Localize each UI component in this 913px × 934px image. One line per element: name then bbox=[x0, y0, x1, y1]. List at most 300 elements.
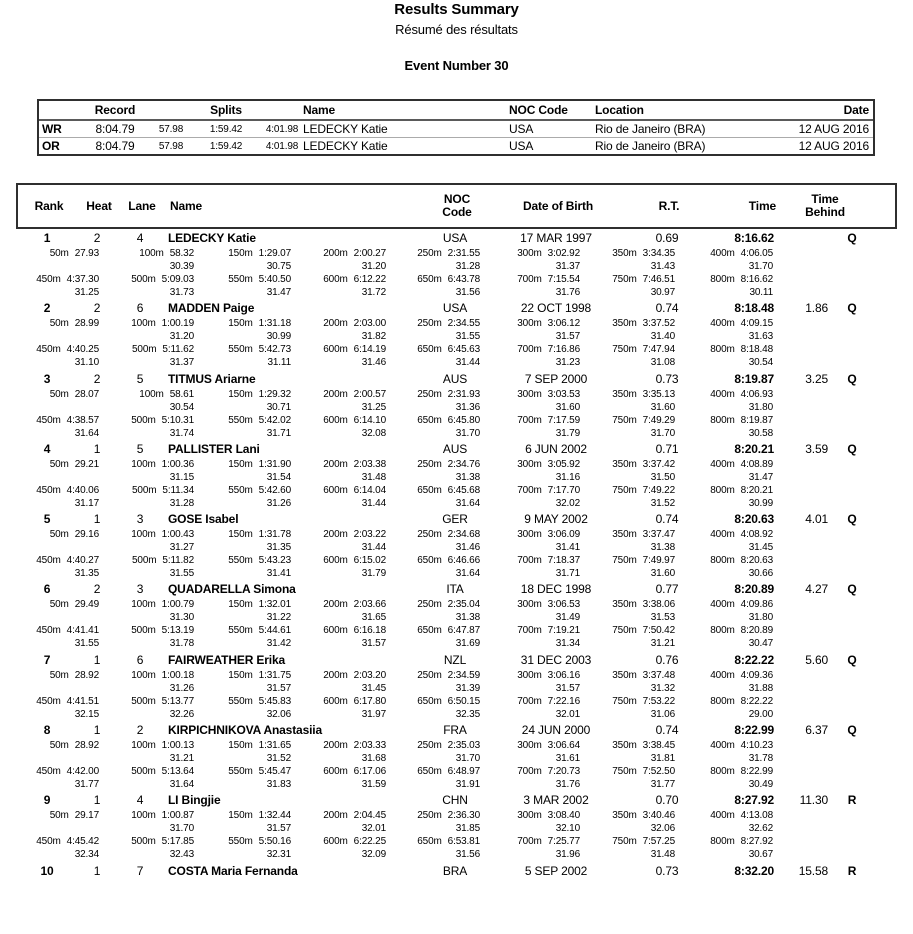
splits-line-1 bbox=[16, 739, 897, 752]
split-cell bbox=[675, 273, 773, 286]
records-header-name: Name bbox=[303, 103, 336, 117]
split-cell bbox=[580, 624, 675, 637]
split-cumulative-time: 4:42.00 bbox=[66, 766, 99, 778]
split-delta-time: 31.44 bbox=[361, 497, 386, 509]
heat: 1 bbox=[93, 863, 101, 878]
split-distance-label: 250m bbox=[417, 740, 442, 752]
split-distance-label: 400m bbox=[710, 599, 735, 611]
split-delta-time: 31.10 bbox=[74, 357, 99, 369]
record-split-100m: 57.98 bbox=[158, 123, 184, 135]
split-cell bbox=[580, 765, 675, 778]
split-cumulative-time: 6:12.22 bbox=[353, 274, 386, 285]
split-delta-time: 30.54 bbox=[748, 357, 773, 369]
split-distance-label: 400m bbox=[710, 529, 735, 541]
split-delta-time: 31.48 bbox=[361, 471, 386, 483]
record-time: 8:04.79 bbox=[95, 122, 135, 136]
qualification-mark: R bbox=[847, 793, 857, 808]
split-distance-label: 750m bbox=[612, 625, 637, 637]
split-cell bbox=[675, 624, 773, 637]
reaction-time: 0.77 bbox=[655, 582, 679, 597]
split-distance-label: 300m bbox=[517, 810, 542, 822]
splits-line-2 bbox=[16, 414, 897, 427]
split-distance-label: 700m bbox=[517, 695, 542, 707]
split-cell bbox=[99, 695, 194, 708]
split-delta-time: 31.54 bbox=[266, 471, 291, 483]
split-cumulative-time: 5:10.31 bbox=[161, 414, 194, 426]
split-delta-time: 31.44 bbox=[455, 357, 480, 369]
delta-line-1 bbox=[16, 401, 897, 414]
split-delta-time: 31.40 bbox=[650, 331, 675, 343]
split-cumulative-time: 7:49.22 bbox=[642, 484, 675, 496]
split-cell bbox=[675, 598, 773, 611]
splits-line-1 bbox=[16, 458, 897, 471]
split-cumulative-time: 3:06.16 bbox=[547, 669, 580, 681]
split-cell bbox=[99, 554, 194, 567]
swimmer-name: MADDEN Paige bbox=[168, 301, 255, 316]
split-delta-time bbox=[16, 330, 99, 343]
split-cumulative-time: 28.99 bbox=[74, 318, 99, 330]
split-cumulative-time: 2:34.68 bbox=[447, 529, 480, 541]
rank: 3 bbox=[43, 371, 51, 386]
time-behind: 4.01 bbox=[805, 512, 828, 527]
split-cumulative-time: 7:19.21 bbox=[547, 625, 580, 637]
swimmer-name: COSTA Maria Fernanda bbox=[168, 863, 298, 878]
split-cumulative-time: 4:38.57 bbox=[66, 414, 99, 426]
split-cumulative-time: 1:32.01 bbox=[258, 599, 291, 611]
split-cell bbox=[194, 554, 291, 567]
result-row bbox=[16, 442, 897, 512]
split-cumulative-time: 3:40.46 bbox=[642, 810, 675, 822]
split-delta-time: 30.75 bbox=[266, 261, 291, 272]
split-distance-label: 100m bbox=[131, 740, 156, 752]
rank: 8 bbox=[43, 723, 51, 738]
split-cumulative-time: 8:20.21 bbox=[740, 484, 773, 496]
split-delta-time: 32.06 bbox=[650, 823, 675, 835]
time-behind: 11.30 bbox=[799, 793, 828, 808]
split-cumulative-time: 1:31.78 bbox=[258, 529, 291, 541]
rank: 10 bbox=[40, 863, 54, 878]
record-split-200m: 1:59.42 bbox=[209, 140, 243, 152]
split-distance-label: 350m bbox=[612, 740, 637, 752]
split-delta-time: 31.61 bbox=[555, 753, 580, 765]
split-cell bbox=[480, 317, 580, 330]
record-holder-name: LEDECKY Katie bbox=[303, 122, 388, 136]
swimmer-name: TITMUS Ariarne bbox=[168, 371, 256, 386]
split-delta-time: 31.21 bbox=[169, 753, 194, 765]
split-cell bbox=[291, 598, 386, 611]
split-distance-label: 150m bbox=[228, 388, 253, 400]
heat: 1 bbox=[93, 723, 101, 738]
split-distance-label: 700m bbox=[517, 274, 542, 285]
records-header-location: Location bbox=[595, 103, 644, 117]
split-delta-time: 32.31 bbox=[266, 849, 291, 861]
split-delta-time: 32.10 bbox=[555, 823, 580, 835]
split-cell bbox=[386, 554, 480, 567]
split-distance-label: 600m bbox=[323, 414, 348, 426]
noc-code: ITA bbox=[446, 582, 464, 597]
split-distance-label: 800m bbox=[710, 414, 735, 426]
time-behind: 3.25 bbox=[805, 371, 828, 386]
record-type-label: WR bbox=[42, 122, 62, 136]
split-delta-time: 31.42 bbox=[266, 638, 291, 650]
record-row bbox=[39, 138, 873, 154]
split-cumulative-time: 7:46.51 bbox=[642, 274, 675, 285]
rank: 5 bbox=[43, 512, 51, 527]
result-main-line bbox=[16, 301, 897, 317]
split-distance-label: 550m bbox=[228, 274, 253, 285]
split-cumulative-time: 1:00.19 bbox=[161, 318, 194, 330]
split-cell bbox=[386, 809, 480, 822]
split-delta-time: 31.35 bbox=[266, 542, 291, 554]
record-split-400m: 4:01.98 bbox=[265, 123, 299, 135]
split-cell bbox=[194, 598, 291, 611]
reaction-time: 0.74 bbox=[655, 512, 679, 527]
split-cumulative-time: 5:09.03 bbox=[161, 274, 194, 285]
split-distance-label: 700m bbox=[517, 414, 542, 426]
split-distance-label: 800m bbox=[710, 625, 735, 637]
qualification-mark: Q bbox=[847, 231, 857, 245]
split-cell bbox=[480, 554, 580, 567]
split-cumulative-time: 8:16.62 bbox=[740, 274, 773, 285]
split-cumulative-time: 4:13.08 bbox=[740, 810, 773, 822]
split-distance-label: 50m bbox=[49, 318, 69, 330]
date-of-birth: 9 MAY 2002 bbox=[524, 512, 588, 527]
delta-line-1 bbox=[16, 541, 897, 554]
result-main-line bbox=[16, 653, 897, 669]
split-cell bbox=[194, 458, 291, 471]
split-cell bbox=[386, 247, 480, 260]
split-cell bbox=[291, 484, 386, 497]
record-time: 8:04.79 bbox=[95, 139, 135, 153]
split-distance-label: 150m bbox=[228, 669, 253, 681]
split-delta-time: 30.71 bbox=[266, 401, 291, 413]
split-distance-label: 650m bbox=[417, 484, 442, 496]
split-cumulative-time: 4:08.89 bbox=[740, 458, 773, 470]
split-delta-time: 31.57 bbox=[361, 638, 386, 650]
split-cell bbox=[291, 669, 386, 682]
split-delta-time: 31.78 bbox=[748, 753, 773, 765]
final-time: 8:20.63 bbox=[734, 512, 774, 527]
split-cell bbox=[291, 414, 386, 427]
split-cell bbox=[580, 695, 675, 708]
split-cumulative-time: 2:03.38 bbox=[353, 458, 386, 470]
split-delta-time: 31.55 bbox=[74, 638, 99, 650]
delta-line-1 bbox=[16, 471, 897, 484]
split-distance-label: 600m bbox=[323, 625, 348, 637]
swimmer-name: PALLISTER Lani bbox=[168, 441, 260, 456]
split-cell bbox=[194, 484, 291, 497]
final-time: 8:18.48 bbox=[734, 301, 774, 316]
split-cell bbox=[580, 835, 675, 848]
split-cell bbox=[194, 669, 291, 682]
split-cell bbox=[16, 414, 99, 427]
lane: 6 bbox=[136, 652, 144, 667]
split-distance-label: 450m bbox=[36, 625, 61, 637]
split-delta-time: 31.70 bbox=[455, 427, 480, 439]
split-delta-time: 31.55 bbox=[169, 568, 194, 580]
header-time-behind: Time Behind bbox=[805, 192, 845, 219]
page-subtitle: Résumé des résultats bbox=[395, 22, 518, 37]
split-delta-time: 31.71 bbox=[555, 568, 580, 580]
split-cell bbox=[386, 414, 480, 427]
split-cell bbox=[480, 458, 580, 471]
split-delta-time: 31.63 bbox=[748, 331, 773, 343]
split-delta-time: 31.80 bbox=[748, 612, 773, 624]
splits-line-2 bbox=[16, 624, 897, 637]
reaction-time: 0.73 bbox=[655, 371, 679, 386]
split-cumulative-time: 7:53.22 bbox=[642, 695, 675, 707]
split-cell bbox=[99, 739, 194, 752]
split-cell bbox=[675, 669, 773, 682]
split-cumulative-time: 2:03.00 bbox=[353, 318, 386, 330]
split-distance-label: 750m bbox=[612, 695, 637, 707]
split-cell bbox=[386, 343, 480, 356]
split-distance-label: 100m bbox=[131, 599, 156, 611]
split-delta-time: 31.77 bbox=[74, 779, 99, 791]
split-distance-label: 750m bbox=[612, 555, 637, 567]
split-distance-label: 350m bbox=[612, 458, 637, 470]
split-delta-time: 29.00 bbox=[748, 708, 773, 720]
split-distance-label: 550m bbox=[228, 344, 253, 356]
split-delta-time: 31.64 bbox=[455, 568, 480, 580]
split-distance-label: 700m bbox=[517, 344, 542, 356]
split-cell bbox=[386, 695, 480, 708]
split-cumulative-time: 5:42.02 bbox=[258, 414, 291, 426]
rank: 6 bbox=[43, 582, 51, 597]
split-delta-time: 31.73 bbox=[169, 287, 194, 298]
split-delta-time: 31.52 bbox=[266, 753, 291, 765]
split-cell bbox=[480, 598, 580, 611]
split-cumulative-time: 8:27.92 bbox=[740, 836, 773, 848]
split-cumulative-time: 3:35.13 bbox=[642, 388, 675, 400]
time-behind: 6.37 bbox=[805, 723, 828, 738]
split-distance-label: 50m bbox=[49, 388, 69, 400]
split-cell bbox=[580, 317, 675, 330]
reaction-time: 0.76 bbox=[655, 652, 679, 667]
split-cell bbox=[580, 484, 675, 497]
split-cell bbox=[194, 414, 291, 427]
split-cell bbox=[675, 765, 773, 778]
qualification-mark: Q bbox=[847, 512, 857, 527]
split-cumulative-time: 3:05.92 bbox=[547, 458, 580, 470]
split-distance-label: 500m bbox=[132, 484, 157, 496]
split-distance-label: 400m bbox=[710, 740, 735, 752]
split-delta-time: 31.20 bbox=[361, 261, 386, 272]
split-cell bbox=[194, 247, 291, 260]
split-cumulative-time: 29.21 bbox=[74, 458, 99, 470]
split-distance-label: 650m bbox=[417, 625, 442, 637]
split-delta-time: 31.22 bbox=[266, 612, 291, 624]
split-cumulative-time: 3:02.92 bbox=[547, 248, 580, 259]
split-delta-time: 31.71 bbox=[266, 427, 291, 439]
split-distance-label: 700m bbox=[517, 836, 542, 848]
split-distance-label: 150m bbox=[228, 529, 253, 541]
split-delta-time: 31.48 bbox=[650, 849, 675, 861]
split-distance-label: 150m bbox=[228, 810, 253, 822]
split-distance-label: 600m bbox=[323, 274, 348, 285]
split-distance-label: 800m bbox=[710, 484, 735, 496]
records-header-record: Record bbox=[94, 103, 136, 117]
date-of-birth: 18 DEC 1998 bbox=[520, 582, 592, 597]
split-delta-time: 31.65 bbox=[361, 612, 386, 624]
split-cell bbox=[675, 484, 773, 497]
noc-code: AUS bbox=[442, 371, 468, 386]
noc-code: AUS bbox=[442, 441, 468, 456]
split-delta-time: 31.60 bbox=[650, 568, 675, 580]
split-cumulative-time: 1:31.90 bbox=[258, 458, 291, 470]
record-type-label: OR bbox=[42, 139, 60, 153]
split-cumulative-time: 2:00.57 bbox=[353, 388, 386, 400]
split-cell bbox=[580, 343, 675, 356]
split-cumulative-time: 6:45.63 bbox=[447, 344, 480, 356]
split-distance-label: 650m bbox=[417, 555, 442, 567]
record-split-100m: 57.98 bbox=[158, 140, 184, 152]
results-rows bbox=[16, 231, 897, 934]
split-cumulative-time: 5:45.83 bbox=[258, 695, 291, 707]
split-cell bbox=[99, 317, 194, 330]
split-distance-label: 800m bbox=[710, 555, 735, 567]
split-cumulative-time: 4:41.51 bbox=[66, 695, 99, 707]
split-cumulative-time: 4:40.06 bbox=[66, 484, 99, 496]
split-distance-label: 450m bbox=[36, 695, 61, 707]
split-cell bbox=[480, 765, 580, 778]
split-delta-time: 30.47 bbox=[748, 638, 773, 650]
split-distance-label: 50m bbox=[49, 458, 69, 470]
qualification-mark: Q bbox=[847, 652, 857, 667]
split-delta-time: 32.34 bbox=[74, 849, 99, 861]
result-row bbox=[16, 723, 897, 793]
record-row bbox=[39, 121, 873, 138]
split-delta-time: 31.20 bbox=[169, 331, 194, 343]
split-cell bbox=[386, 273, 480, 286]
split-delta-time: 31.38 bbox=[455, 471, 480, 483]
splits-line-1 bbox=[16, 528, 897, 541]
split-cell bbox=[16, 809, 99, 822]
split-delta-time: 31.36 bbox=[455, 401, 480, 413]
split-cumulative-time: 2:34.59 bbox=[447, 669, 480, 681]
split-distance-label: 250m bbox=[417, 599, 442, 611]
swimmer-name: GOSE Isabel bbox=[168, 512, 239, 527]
split-distance-label: 200m bbox=[323, 458, 348, 470]
record-location: Rio de Janeiro (BRA) bbox=[595, 122, 706, 136]
split-cell bbox=[580, 458, 675, 471]
split-delta-time: 31.76 bbox=[555, 779, 580, 791]
split-distance-label: 300m bbox=[517, 458, 542, 470]
header-date-of-birth: Date of Birth bbox=[522, 199, 594, 213]
split-delta-time: 32.06 bbox=[266, 708, 291, 720]
split-delta-time: 31.37 bbox=[555, 261, 580, 272]
qualification-mark: Q bbox=[847, 441, 857, 456]
split-delta-time: 31.81 bbox=[650, 753, 675, 765]
split-distance-label: 100m bbox=[139, 388, 164, 400]
split-distance-label: 300m bbox=[517, 669, 542, 681]
split-delta-time: 31.77 bbox=[650, 779, 675, 791]
split-cell bbox=[99, 414, 194, 427]
split-delta-time: 31.85 bbox=[455, 823, 480, 835]
noc-code: NZL bbox=[443, 652, 467, 667]
split-delta-time: 30.66 bbox=[748, 568, 773, 580]
split-distance-label: 400m bbox=[710, 810, 735, 822]
split-distance-label: 600m bbox=[323, 344, 348, 356]
result-row bbox=[16, 231, 897, 301]
split-delta-time: 30.99 bbox=[748, 497, 773, 509]
split-cumulative-time: 6:48.97 bbox=[447, 766, 480, 778]
split-cumulative-time: 6:16.18 bbox=[353, 625, 386, 637]
split-distance-label: 550m bbox=[228, 695, 253, 707]
split-cell bbox=[291, 739, 386, 752]
split-cell bbox=[194, 273, 291, 286]
split-distance-label: 750m bbox=[612, 344, 637, 356]
split-delta-time: 31.39 bbox=[455, 682, 480, 694]
split-cell bbox=[16, 765, 99, 778]
split-cumulative-time: 58.61 bbox=[169, 388, 194, 400]
split-cell bbox=[291, 554, 386, 567]
split-cumulative-time: 8:22.99 bbox=[740, 766, 773, 778]
split-cumulative-time: 4:09.86 bbox=[740, 599, 773, 611]
split-cumulative-time: 5:11.82 bbox=[162, 555, 194, 567]
split-cumulative-time: 6:17.06 bbox=[353, 766, 386, 778]
split-cumulative-time: 3:37.48 bbox=[642, 669, 675, 681]
split-distance-label: 350m bbox=[612, 810, 637, 822]
split-distance-label: 350m bbox=[612, 388, 637, 400]
rank: 2 bbox=[43, 301, 51, 316]
split-cell bbox=[99, 247, 194, 260]
split-cell bbox=[16, 317, 99, 330]
splits-line-1 bbox=[16, 247, 897, 260]
split-delta-time: 31.56 bbox=[455, 287, 480, 298]
final-time: 8:16.62 bbox=[734, 231, 774, 245]
split-cell bbox=[480, 528, 580, 541]
qualification-mark: Q bbox=[847, 371, 857, 386]
lane: 3 bbox=[136, 582, 144, 597]
split-cumulative-time: 7:47.94 bbox=[642, 344, 675, 356]
split-cumulative-time: 5:44.61 bbox=[258, 625, 291, 637]
split-cell bbox=[194, 765, 291, 778]
split-distance-label: 100m bbox=[131, 529, 156, 541]
split-cell bbox=[675, 343, 773, 356]
split-cumulative-time: 3:37.47 bbox=[642, 529, 675, 541]
split-cell bbox=[386, 458, 480, 471]
split-distance-label: 100m bbox=[131, 669, 156, 681]
split-delta-time: 31.47 bbox=[748, 471, 773, 483]
split-distance-label: 450m bbox=[36, 836, 61, 848]
split-delta-time bbox=[16, 541, 99, 554]
split-distance-label: 500m bbox=[131, 766, 156, 778]
qualification-mark: Q bbox=[847, 582, 857, 597]
delta-line-2 bbox=[16, 356, 897, 369]
split-cell bbox=[99, 528, 194, 541]
split-cell bbox=[99, 343, 194, 356]
split-delta-time: 31.46 bbox=[361, 357, 386, 369]
split-cumulative-time: 6:53.81 bbox=[447, 836, 480, 848]
delta-line-1 bbox=[16, 752, 897, 765]
split-cumulative-time: 5:40.50 bbox=[258, 274, 291, 285]
split-cumulative-time: 6:22.25 bbox=[353, 836, 386, 848]
split-cumulative-time: 7:57.25 bbox=[642, 836, 675, 848]
split-delta-time: 31.47 bbox=[266, 287, 291, 298]
split-delta-time: 31.45 bbox=[748, 542, 773, 554]
split-cell bbox=[386, 669, 480, 682]
split-delta-time: 31.53 bbox=[650, 612, 675, 624]
time-behind: 1.86 bbox=[805, 301, 828, 316]
split-cell bbox=[194, 695, 291, 708]
split-distance-label: 650m bbox=[417, 766, 442, 778]
split-cumulative-time: 2:34.76 bbox=[447, 458, 480, 470]
split-delta-time: 31.78 bbox=[169, 638, 194, 650]
split-delta-time: 31.38 bbox=[455, 612, 480, 624]
split-delta-time: 31.57 bbox=[266, 823, 291, 835]
split-distance-label: 250m bbox=[417, 669, 442, 681]
